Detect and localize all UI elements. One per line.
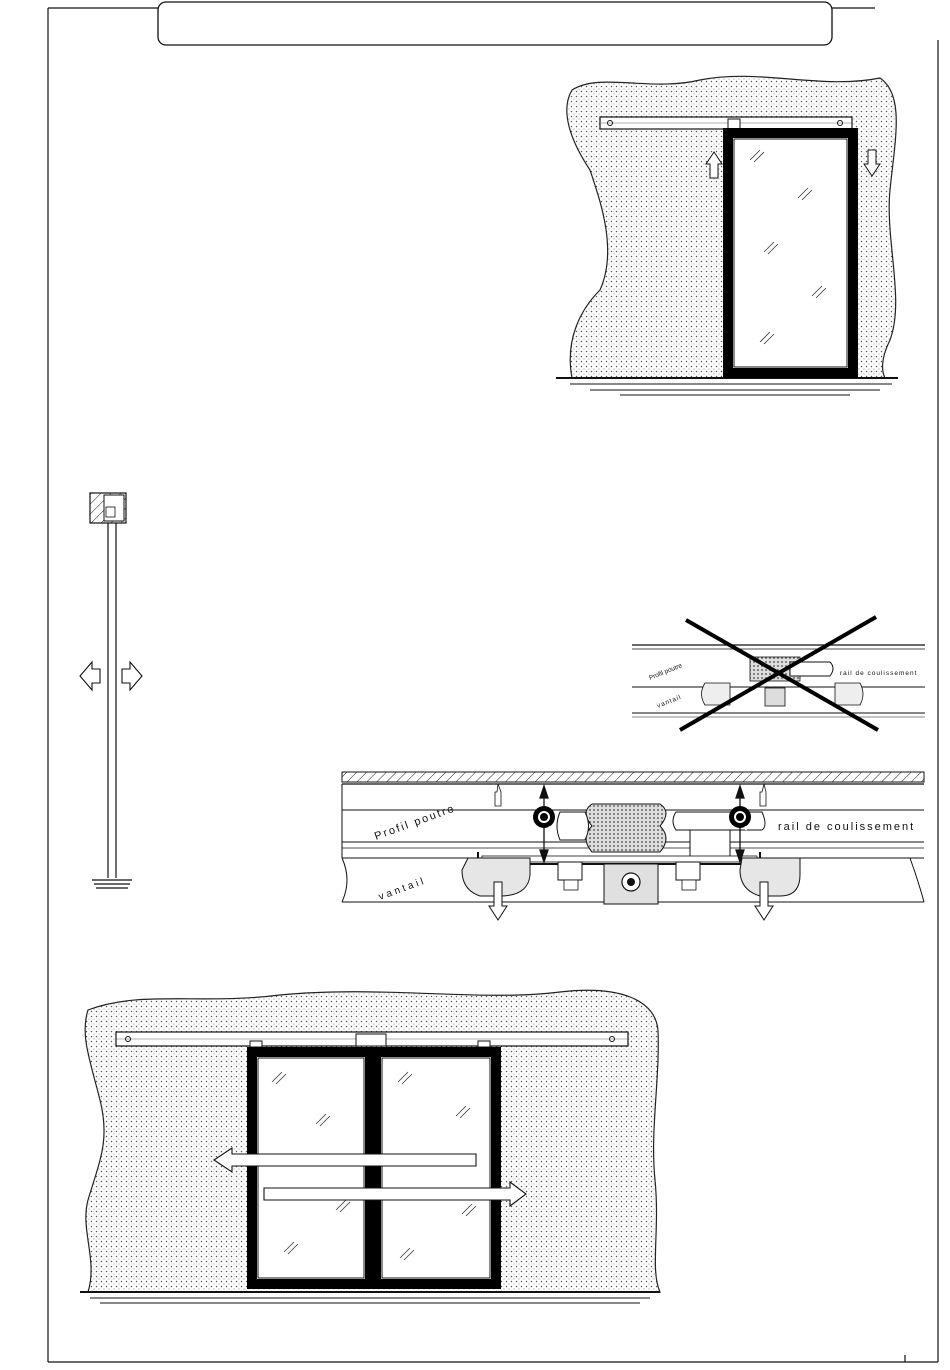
incorrect-detail-crossed — [632, 617, 925, 730]
single-door-illustration — [556, 76, 898, 395]
q-symbol-left: Q — [548, 826, 552, 832]
floor-line — [556, 378, 898, 395]
small-vantail-label: vantail — [656, 693, 683, 710]
carriage-block — [586, 804, 666, 852]
rail-de-coulissement-label: rail de coulissement — [778, 821, 916, 833]
rail-detail-section — [342, 772, 924, 920]
ceiling-hatch — [342, 772, 924, 782]
small-profil-poutre-label: Profil poutre — [648, 662, 684, 682]
up-arrow-icon — [495, 784, 501, 806]
vertical-section-view — [80, 493, 142, 888]
ground-hatch-icon — [92, 880, 132, 888]
q-symbol-right: Q — [744, 826, 748, 832]
floor-line — [80, 1292, 660, 1303]
double-arrow-icon — [80, 662, 100, 690]
double-door-illustration — [80, 990, 660, 1303]
profil-poutre-label: Profil poutre — [372, 802, 458, 843]
small-rail-label: rail de coulissement — [840, 670, 918, 677]
up-arrow-icon — [760, 784, 766, 806]
header-title-box — [158, 2, 832, 45]
vantail-label: vantail — [377, 875, 428, 903]
